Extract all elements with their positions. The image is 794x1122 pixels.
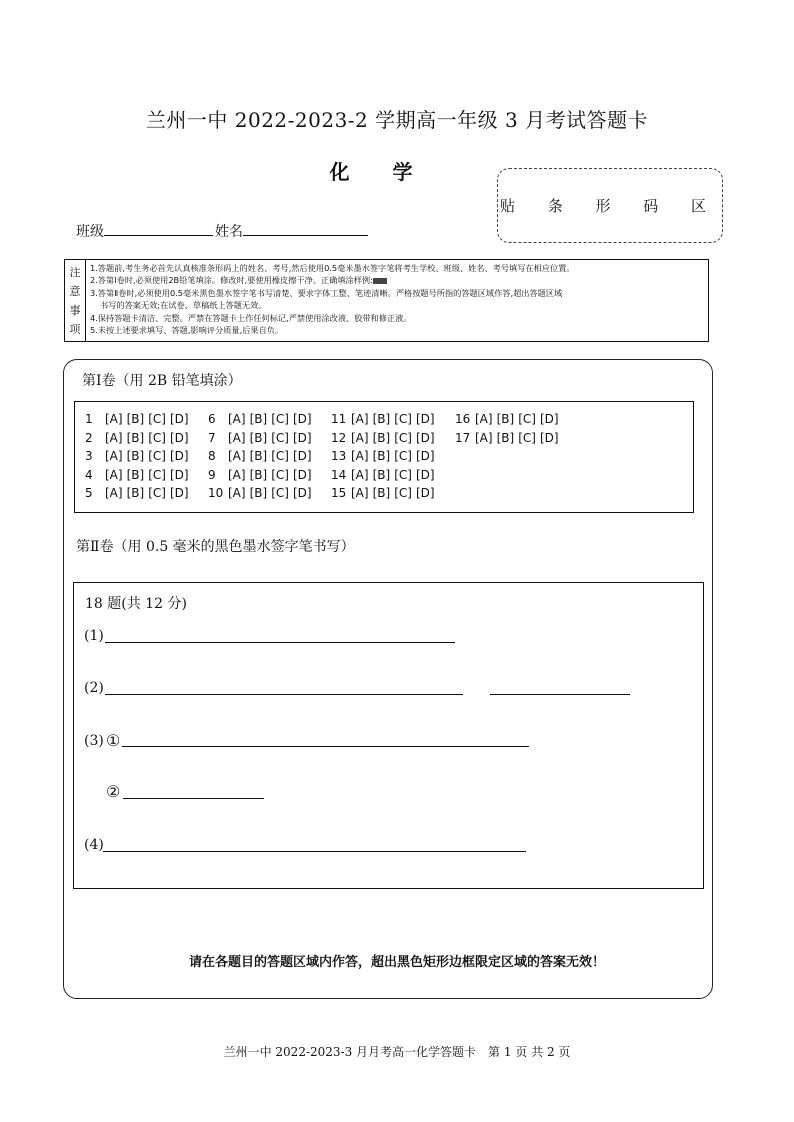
mc-option-bubble[interactable]: [B]	[372, 486, 391, 500]
mc-column	[85, 412, 193, 505]
mc-question-row	[208, 468, 316, 487]
mc-option-bubble[interactable]: [C]	[271, 486, 289, 500]
mc-option-bubble[interactable]: [B]	[249, 430, 268, 445]
mc-option-bubble[interactable]: [B]	[126, 449, 145, 463]
mc-option-bubble[interactable]: [A]	[228, 412, 246, 426]
mc-question-number: 5	[85, 486, 93, 500]
mc-question-number: 10	[208, 486, 224, 500]
mc-option-bubble[interactable]: [A]	[228, 449, 246, 463]
mc-option-bubble[interactable]: [B]	[372, 467, 391, 482]
mc-option-bubble[interactable]: [C]	[271, 449, 289, 463]
mc-question-row	[85, 431, 193, 450]
mc-question-row	[455, 431, 563, 450]
mc-option-bubble[interactable]: [D]	[169, 486, 189, 500]
mc-option-bubble[interactable]: [A]	[105, 430, 123, 445]
mc-option-bubble[interactable]: [D]	[415, 449, 435, 463]
multiple-choice-box	[74, 401, 694, 513]
fill-sample-swatch	[373, 278, 387, 284]
q1-answer-line[interactable]	[105, 642, 455, 643]
mc-column	[331, 412, 439, 505]
name-field[interactable]	[215, 221, 368, 241]
mc-option-bubble[interactable]: [C]	[518, 430, 536, 445]
mc-option-bubble[interactable]: [D]	[415, 486, 435, 500]
notice-item: 3.答第Ⅱ卷时,必须使用0.5毫米黑色墨水签字笔书写清楚、要求字体工整、笔迹清晰。严格按题号所指的答题区域作答,超出答题区域	[90, 287, 563, 298]
mc-option-bubble[interactable]: [D]	[292, 412, 312, 426]
notice-item: 1.答题前,考生务必首先认真核准条形码上的姓名、考号,然后使用0.5毫米墨水签字笔将考生学校、班级、姓名、考号填写在相应位置。	[90, 263, 575, 273]
mc-option-bubble[interactable]: [D]	[539, 412, 559, 426]
mc-option-bubble[interactable]: [B]	[249, 412, 268, 426]
question-18-box	[73, 582, 704, 889]
mc-option-bubble[interactable]: [D]	[292, 449, 312, 463]
barcode-area-label: 贴 条 形 码 区	[499, 197, 721, 215]
q2-answer-line-2[interactable]	[490, 694, 630, 695]
mc-option-bubble[interactable]: [C]	[148, 412, 166, 426]
mc-question-number: 13	[331, 449, 347, 463]
notice-item-text: 2.答第Ⅰ卷时,必须使用2B铅笔填涂。修改时,要使用橡皮擦干净。正确填涂样例:	[90, 275, 373, 286]
mc-option-bubble[interactable]: [D]	[169, 467, 189, 482]
mc-option-bubble[interactable]: [D]	[292, 430, 312, 445]
mc-option-bubble[interactable]: [A]	[351, 486, 369, 500]
notice-item	[90, 274, 704, 286]
mc-question-row	[208, 486, 316, 505]
mc-option-bubble[interactable]: [D]	[169, 449, 189, 463]
mc-question-number: 7	[208, 430, 216, 445]
notice-heading	[65, 260, 86, 341]
mc-option-bubble[interactable]: [B]	[372, 412, 391, 426]
mc-question-number: 12	[331, 430, 347, 445]
notice-heading-char: 项	[69, 323, 81, 337]
mc-option-bubble[interactable]: [A]	[475, 430, 493, 445]
mc-option-bubble[interactable]: [D]	[169, 412, 189, 426]
answer-area-warning: 请在各题目的答题区域内作答，超出黑色矩形边框限定区域的答案无效！	[188, 955, 605, 970]
mc-option-bubble[interactable]: [B]	[249, 467, 268, 482]
q3-part1-answer-line[interactable]	[122, 746, 529, 747]
question-18-title: 18 题(共 12 分)	[85, 596, 187, 612]
mc-option-bubble[interactable]: [A]	[228, 430, 246, 445]
subject-title: 化 学	[329, 160, 431, 184]
mc-question-row	[85, 468, 193, 487]
mc-question-number: 6	[208, 412, 216, 426]
mc-option-bubble[interactable]: [A]	[228, 467, 246, 482]
mc-option-bubble[interactable]: [B]	[126, 430, 145, 445]
mc-option-bubble[interactable]: [B]	[372, 449, 391, 463]
mc-question-row	[85, 486, 193, 505]
mc-option-bubble[interactable]: [A]	[105, 467, 123, 482]
mc-option-bubble[interactable]: [D]	[292, 486, 312, 500]
mc-question-row	[208, 412, 316, 431]
mc-option-bubble[interactable]: [B]	[496, 412, 515, 426]
mc-option-bubble[interactable]: [D]	[415, 430, 435, 445]
barcode-area	[497, 168, 723, 243]
mc-question-row	[85, 449, 193, 468]
mc-question-row	[85, 412, 193, 431]
mc-question-number: 4	[85, 467, 93, 482]
notice-item: 4.保持答题卡清洁、完整。严禁在答题卡上作任何标记,严禁使用涂改液、胶带和修正液。	[90, 312, 412, 323]
q4-label: (4)	[84, 837, 104, 853]
class-field[interactable]	[76, 221, 213, 241]
mc-option-bubble[interactable]: [C]	[148, 430, 166, 445]
mc-option-bubble[interactable]: [C]	[271, 430, 289, 445]
q3-part2-answer-line[interactable]	[123, 798, 264, 799]
mc-option-bubble[interactable]: [A]	[351, 467, 369, 482]
mc-option-bubble[interactable]: [C]	[394, 430, 412, 445]
mc-column	[208, 412, 316, 505]
mc-option-bubble[interactable]: [A]	[351, 430, 369, 445]
mc-question-row	[331, 431, 439, 450]
class-label: 班级	[76, 224, 104, 240]
mc-question-number: 2	[85, 430, 93, 445]
mc-question-number: 9	[208, 467, 216, 482]
notice-heading-char: 事	[69, 304, 81, 318]
mc-option-bubble[interactable]: [B]	[126, 486, 145, 500]
q4-answer-line[interactable]	[103, 851, 526, 852]
mc-option-bubble[interactable]: [C]	[394, 486, 412, 500]
mc-option-bubble[interactable]: [C]	[271, 467, 289, 482]
notice-items	[86, 260, 708, 341]
part2-title: 第Ⅱ卷（用 0.5 毫米的黑色墨水签字笔书写）	[76, 539, 355, 555]
mc-option-bubble[interactable]: [D]	[539, 430, 559, 445]
mc-question-number: 11	[331, 412, 347, 426]
mc-option-bubble[interactable]: [D]	[292, 467, 312, 482]
mc-option-bubble[interactable]: [B]	[249, 486, 268, 500]
mc-option-bubble[interactable]: [C]	[394, 449, 412, 463]
mc-question-number: 15	[331, 486, 347, 500]
mc-question-row	[208, 449, 316, 468]
notice-heading-char: 意	[69, 284, 81, 298]
mc-option-bubble[interactable]: [A]	[351, 449, 369, 463]
mc-option-bubble[interactable]: [B]	[249, 449, 268, 463]
mc-option-bubble[interactable]: [C]	[148, 449, 166, 463]
mc-option-bubble[interactable]: [C]	[148, 467, 166, 482]
mc-question-row	[455, 412, 563, 431]
notice-item: 5.未按上述要求填写、答题,影响评分质量,后果自负。	[90, 325, 284, 336]
mc-option-bubble[interactable]: [C]	[518, 412, 536, 426]
q3-part2-marker: ②	[106, 782, 121, 801]
mc-question-number: 14	[331, 467, 347, 482]
mc-question-number: 1	[85, 412, 93, 426]
mc-option-bubble[interactable]: [C]	[148, 486, 166, 500]
mc-question-number: 3	[85, 449, 93, 463]
mc-option-bubble[interactable]: [C]	[394, 467, 412, 482]
mc-question-row	[331, 412, 439, 431]
mc-option-bubble[interactable]: [A]	[351, 412, 369, 426]
mc-question-row	[331, 449, 439, 468]
mc-question-row	[331, 486, 439, 505]
mc-column	[455, 412, 563, 449]
mc-option-bubble[interactable]: [D]	[415, 467, 435, 482]
mc-option-bubble[interactable]: [C]	[394, 412, 412, 426]
notice-item: 书写的答案无效;在试卷、草稿纸上答题无效。	[100, 300, 267, 311]
q2-label: (2)	[84, 680, 104, 696]
mc-option-bubble[interactable]: [A]	[105, 412, 123, 426]
page-title: 兰州一中 2022-2023-2 学期高一年级 3 月考试答题卡	[145, 108, 649, 132]
notice-heading-char: 注	[69, 265, 81, 279]
name-label: 姓名	[215, 224, 243, 240]
q3-part1-marker: ①	[106, 731, 121, 750]
mc-question-number: 17	[455, 430, 471, 445]
mc-question-number: 16	[455, 412, 471, 426]
q1-label: (1)	[84, 628, 104, 644]
q2-answer-line-1[interactable]	[105, 694, 463, 695]
mc-option-bubble[interactable]: [A]	[105, 449, 123, 463]
mc-option-bubble[interactable]: [A]	[475, 412, 493, 426]
mc-option-bubble[interactable]: [B]	[126, 412, 145, 426]
mc-question-row	[331, 468, 439, 487]
part1-title: 第Ⅰ卷（用 2B 铅笔填涂）	[82, 373, 242, 389]
notice-box	[64, 259, 709, 342]
mc-option-bubble[interactable]: [D]	[169, 430, 189, 445]
mc-option-bubble[interactable]: [D]	[415, 412, 435, 426]
name-line[interactable]	[243, 221, 368, 236]
page-footer: 兰州一中 2022-2023-3 月月考高一化学答题卡 第 1 页 共 2 页	[223, 1045, 571, 1059]
mc-option-bubble[interactable]: [A]	[105, 486, 123, 500]
mc-question-row	[208, 431, 316, 450]
mc-question-number: 8	[208, 449, 216, 463]
q3-label: (3)	[84, 733, 104, 749]
mc-option-bubble[interactable]: [B]	[372, 430, 391, 445]
mc-option-bubble[interactable]: [A]	[228, 486, 246, 500]
mc-option-bubble[interactable]: [B]	[126, 467, 145, 482]
mc-option-bubble[interactable]: [B]	[496, 430, 515, 445]
class-line[interactable]	[104, 221, 213, 236]
mc-option-bubble[interactable]: [C]	[271, 412, 289, 426]
